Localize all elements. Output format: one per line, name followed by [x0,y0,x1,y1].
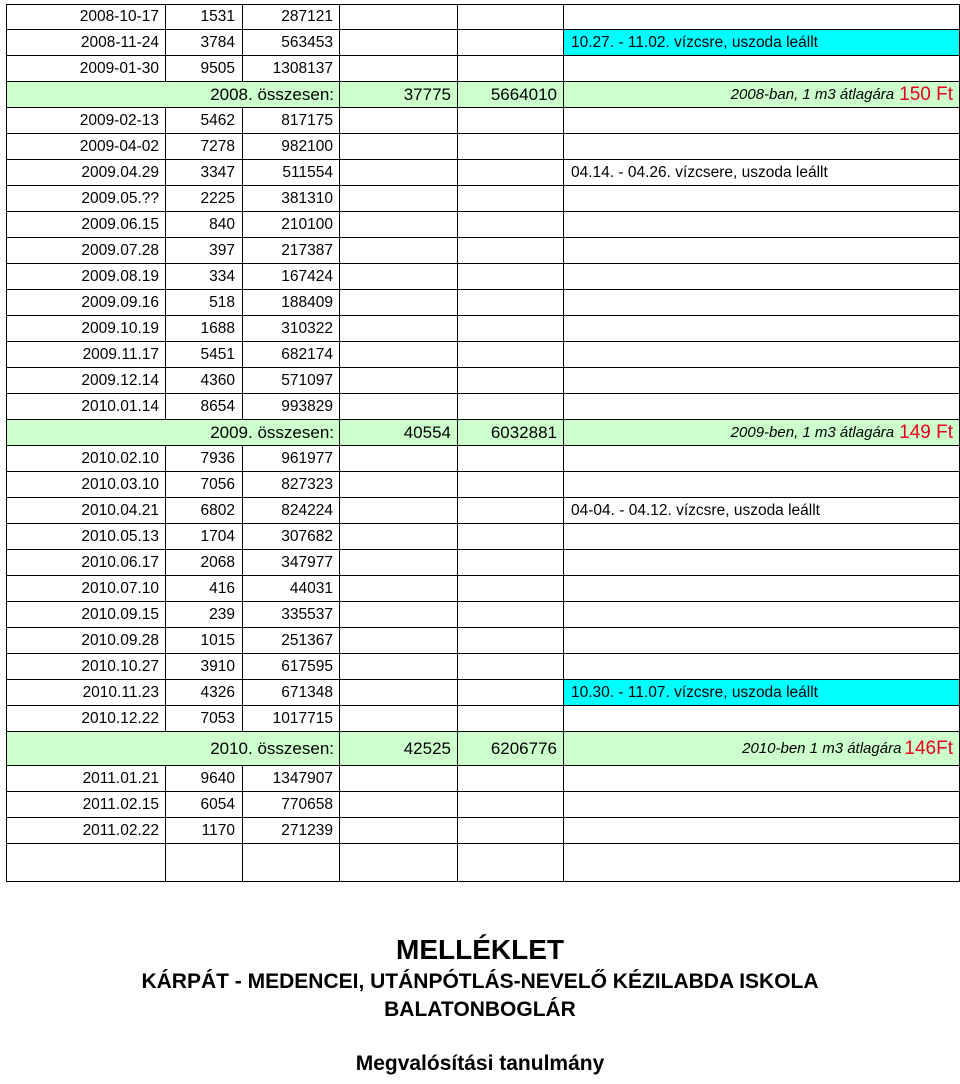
cost-cell: 347977 [243,550,340,575]
m3-cell: 5462 [166,108,243,133]
cost-cell: 571097 [243,368,340,393]
empty-cell [564,368,960,393]
m3-cell: 334 [166,264,243,289]
m3-cell: 2068 [166,550,243,575]
cost-cell: 271239 [243,818,340,843]
empty-cell [340,792,458,817]
empty-row [6,844,960,882]
table-row [6,628,960,654]
m3-cell: 4326 [166,680,243,705]
table-row [6,446,960,472]
table-row [6,186,960,212]
total-row [6,420,960,446]
cost-cell: 188409 [243,290,340,315]
empty-cell [340,654,458,679]
table-row [6,134,960,160]
table-row [6,30,960,56]
cost-cell: 511554 [243,160,340,185]
date-cell: 2009.08.19 [6,264,166,289]
empty-cell [340,186,458,211]
empty-cell [564,238,960,263]
empty-cell [564,134,960,159]
m3-cell: 397 [166,238,243,263]
empty-cell [564,792,960,817]
date-cell: 2010.09.15 [6,602,166,627]
date-cell: 2009.07.28 [6,238,166,263]
average-value: 149 Ft [899,421,953,443]
m3-cell: 8654 [166,394,243,419]
cost-cell: 217387 [243,238,340,263]
empty-cell [340,394,458,419]
empty-cell [340,446,458,471]
table-row [6,56,960,82]
average-cell [564,420,960,445]
empty-cell [564,56,960,81]
empty-cell [458,818,564,843]
table-row [6,342,960,368]
empty-cell [458,550,564,575]
table-row [6,602,960,628]
average-label: 2010-ben 1 m3 átlagára [742,740,902,757]
total-m3: 37775 [340,82,458,107]
empty-cell [564,844,960,881]
empty-cell [458,680,564,705]
empty-cell [340,160,458,185]
cost-cell: 44031 [243,576,340,601]
empty-cell [564,394,960,419]
table-row [6,706,960,732]
empty-cell [458,134,564,159]
date-cell: 2009.12.14 [6,368,166,393]
empty-cell [458,368,564,393]
note-cell: 10.27. - 11.02. vízcsre, uszoda leállt [564,30,960,55]
table-row [6,498,960,524]
table-row [6,766,960,792]
m3-cell: 7278 [166,134,243,159]
m3-cell: 1170 [166,818,243,843]
table-row [6,264,960,290]
empty-cell [564,212,960,237]
note-cell: 04-04. - 04.12. vízcsre, uszoda leállt [564,498,960,523]
empty-cell [340,498,458,523]
m3-cell: 7053 [166,706,243,731]
empty-cell [340,264,458,289]
empty-cell [458,498,564,523]
empty-cell [340,30,458,55]
cost-cell: 817175 [243,108,340,133]
m3-cell: 5451 [166,342,243,367]
m3-cell: 1015 [166,628,243,653]
empty-cell [564,818,960,843]
date-cell: 2008-11-24 [6,30,166,55]
m3-cell: 840 [166,212,243,237]
date-cell: 2009.10.19 [6,316,166,341]
cost-cell: 210100 [243,212,340,237]
empty-cell [340,844,458,881]
date-cell: 2010.04.21 [6,498,166,523]
empty-cell [564,446,960,471]
empty-cell [6,844,166,881]
total-m3: 42525 [340,732,458,765]
table-row [6,654,960,680]
empty-cell [340,212,458,237]
empty-cell [243,844,340,881]
empty-cell [458,706,564,731]
empty-cell [458,5,564,29]
date-cell: 2009.04.29 [6,160,166,185]
empty-cell [340,238,458,263]
cost-cell: 335537 [243,602,340,627]
table-row [6,4,960,30]
table-row [6,576,960,602]
total-label: 2009. összesen: [6,420,340,445]
date-cell: 2011.02.22 [6,818,166,843]
average-label: 2008-ban, 1 m3 átlagára [730,86,895,103]
empty-cell [564,5,960,29]
average-value: 150 Ft [899,83,953,105]
date-cell: 2010.09.28 [6,628,166,653]
cost-cell: 381310 [243,186,340,211]
cost-cell: 824224 [243,498,340,523]
date-cell: 2011.01.21 [6,766,166,791]
cost-cell: 251367 [243,628,340,653]
footer-town: BALATONBOGLÁR [384,998,576,1021]
average-value: 146Ft [904,737,953,759]
date-cell: 2009-01-30 [6,56,166,81]
empty-cell [564,602,960,627]
table-row [6,108,960,134]
m3-cell: 6802 [166,498,243,523]
m3-cell: 1531 [166,5,243,29]
m3-cell: 4360 [166,368,243,393]
m3-cell: 1704 [166,524,243,549]
cost-cell: 617595 [243,654,340,679]
empty-cell [458,342,564,367]
date-cell: 2010.05.13 [6,524,166,549]
m3-cell: 416 [166,576,243,601]
empty-cell [564,766,960,791]
empty-cell [458,56,564,81]
total-cost: 6206776 [458,732,564,765]
cost-cell: 287121 [243,5,340,29]
cost-cell: 993829 [243,394,340,419]
empty-cell [458,576,564,601]
empty-cell [340,766,458,791]
total-cost: 6032881 [458,420,564,445]
empty-cell [340,56,458,81]
empty-cell [458,238,564,263]
empty-cell [458,524,564,549]
cost-cell: 307682 [243,524,340,549]
m3-cell: 9505 [166,56,243,81]
empty-cell [458,792,564,817]
date-cell: 2010.06.17 [6,550,166,575]
empty-cell [458,108,564,133]
empty-cell [340,472,458,497]
empty-cell [458,654,564,679]
empty-cell [340,818,458,843]
cost-cell: 961977 [243,446,340,471]
empty-cell [458,394,564,419]
empty-cell [458,316,564,341]
date-cell: 2009.09.16 [6,290,166,315]
empty-cell [340,680,458,705]
empty-cell [458,766,564,791]
empty-cell [564,654,960,679]
empty-cell [564,186,960,211]
empty-cell [458,446,564,471]
m3-cell: 7056 [166,472,243,497]
empty-cell [564,264,960,289]
average-label: 2009-ben, 1 m3 átlagára [730,424,895,441]
empty-cell [458,186,564,211]
total-row [6,732,960,766]
empty-cell [564,316,960,341]
cost-cell: 310322 [243,316,340,341]
table-row [6,524,960,550]
empty-cell [340,524,458,549]
date-cell: 2009.06.15 [6,212,166,237]
footer-subtitle: Megvalósítási tanulmány [355,1052,605,1075]
m3-cell: 9640 [166,766,243,791]
m3-cell: 1688 [166,316,243,341]
cost-cell: 1347907 [243,766,340,791]
date-cell: 2010.01.14 [6,394,166,419]
empty-cell [458,30,564,55]
empty-cell [564,108,960,133]
date-cell: 2009-04-02 [6,134,166,159]
date-cell: 2009.05.?? [6,186,166,211]
average-cell [564,732,960,765]
empty-cell [340,342,458,367]
cost-cell: 682174 [243,342,340,367]
note-cell: 10.30. - 11.07. vízcsre, uszoda leállt [564,680,960,705]
empty-cell [458,472,564,497]
m3-cell: 239 [166,602,243,627]
empty-cell [340,316,458,341]
empty-cell [564,706,960,731]
cost-cell: 671348 [243,680,340,705]
date-cell: 2010.12.22 [6,706,166,731]
empty-cell [340,628,458,653]
empty-cell [340,134,458,159]
table-row [6,368,960,394]
empty-cell [340,706,458,731]
total-m3: 40554 [340,420,458,445]
cost-cell: 982100 [243,134,340,159]
cost-cell: 1017715 [243,706,340,731]
date-cell: 2009.11.17 [6,342,166,367]
empty-cell [458,212,564,237]
empty-cell [458,602,564,627]
total-row [6,82,960,108]
empty-cell [564,576,960,601]
empty-cell [340,602,458,627]
empty-cell [564,628,960,653]
date-cell: 2010.07.10 [6,576,166,601]
table-row [6,680,960,706]
empty-cell [564,342,960,367]
empty-cell [340,550,458,575]
cost-cell: 167424 [243,264,340,289]
date-cell: 2009-02-13 [6,108,166,133]
table-row [6,160,960,186]
empty-cell [340,576,458,601]
empty-cell [340,290,458,315]
empty-cell [564,472,960,497]
cost-cell: 1308137 [243,56,340,81]
note-cell: 04.14. - 04.26. vízcsere, uszoda leállt [564,160,960,185]
footer-title: MELLÉKLET [396,934,564,965]
empty-cell [340,108,458,133]
table-row [6,290,960,316]
m3-cell: 3910 [166,654,243,679]
m3-cell: 2225 [166,186,243,211]
date-cell: 2010.11.23 [6,680,166,705]
empty-cell [458,844,564,881]
table-row [6,792,960,818]
m3-cell: 7936 [166,446,243,471]
footer-school-name: KÁRPÁT - MEDENCEI, UTÁNPÓTLÁS-NEVELŐ KÉZILABDA ISKOLA [141,970,819,993]
cost-cell: 827323 [243,472,340,497]
table-row [6,550,960,576]
cost-cell: 770658 [243,792,340,817]
average-cell [564,82,960,107]
empty-cell [458,628,564,653]
date-cell: 2010.03.10 [6,472,166,497]
empty-cell [564,550,960,575]
water-usage-table [6,4,960,882]
total-label: 2008. összesen: [6,82,340,107]
m3-cell: 518 [166,290,243,315]
m3-cell: 3784 [166,30,243,55]
empty-cell [166,844,243,881]
m3-cell: 6054 [166,792,243,817]
empty-cell [458,264,564,289]
total-label: 2010. összesen: [6,732,340,765]
table-row [6,238,960,264]
date-cell: 2008-10-17 [6,5,166,29]
date-cell: 2011.02.15 [6,792,166,817]
empty-cell [340,5,458,29]
date-cell: 2010.10.27 [6,654,166,679]
cost-cell: 563453 [243,30,340,55]
empty-cell [340,368,458,393]
table-row [6,394,960,420]
empty-cell [458,290,564,315]
total-cost: 5664010 [458,82,564,107]
empty-cell [564,290,960,315]
table-row [6,316,960,342]
m3-cell: 3347 [166,160,243,185]
table-row [6,472,960,498]
empty-cell [458,160,564,185]
empty-cell [564,524,960,549]
table-row [6,818,960,844]
date-cell: 2010.02.10 [6,446,166,471]
table-row [6,212,960,238]
